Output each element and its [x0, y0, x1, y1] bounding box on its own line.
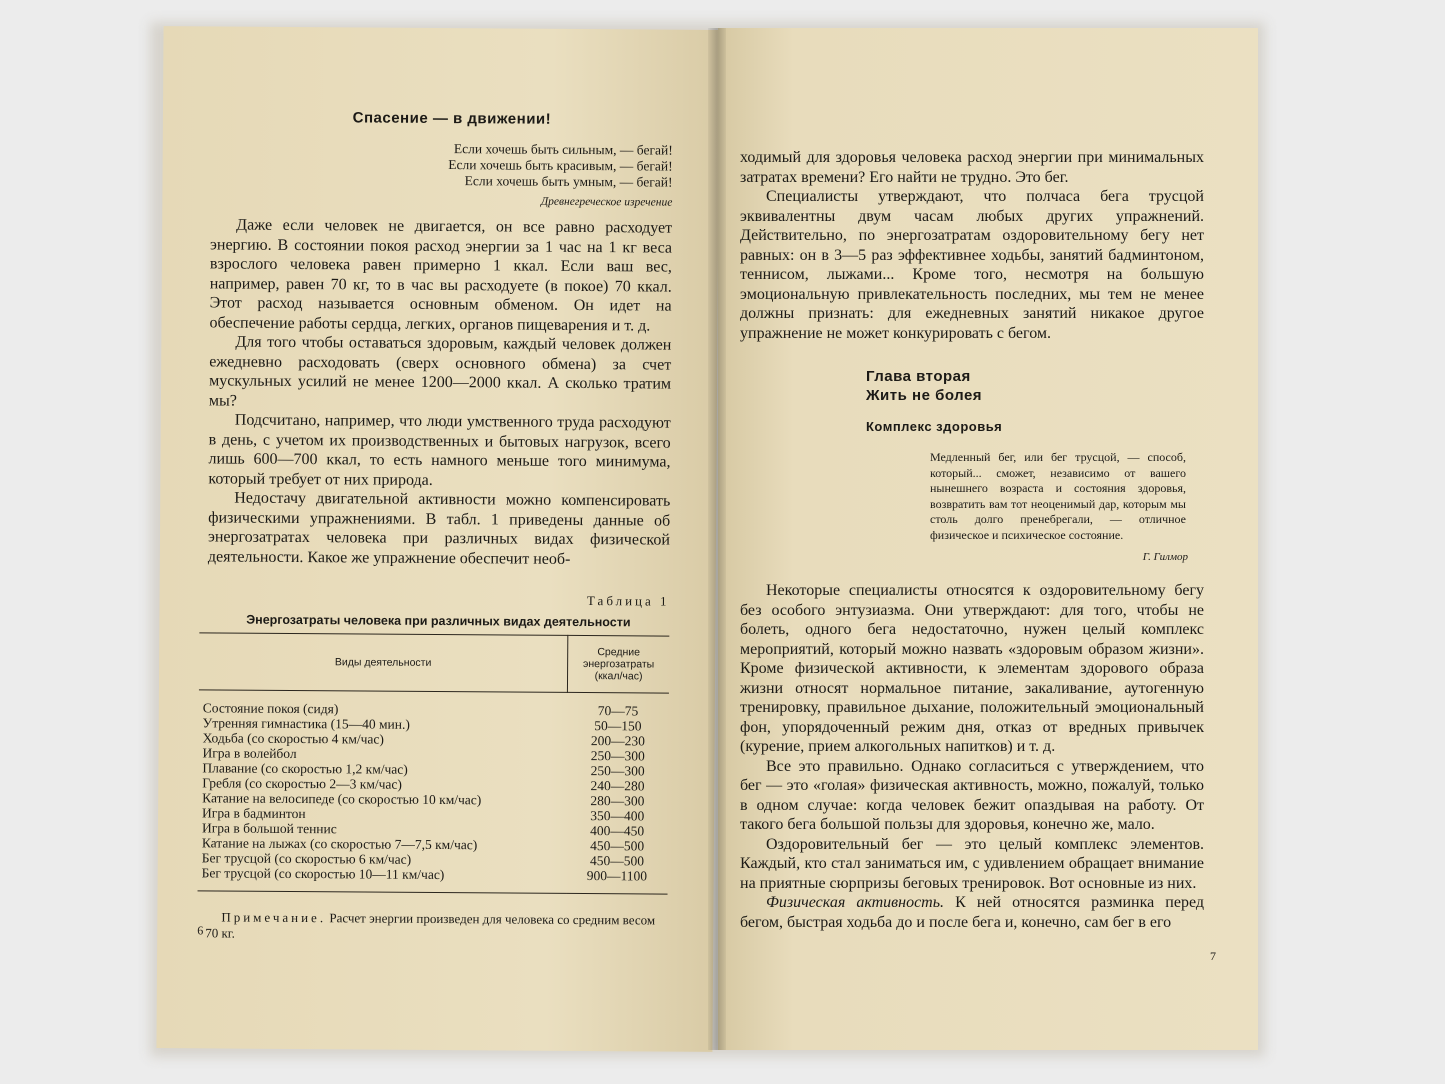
paragraph: Специалисты утверждают, что полчаса бега трусцой эквивалентны двум часам любых других упражнений. Действительно, по энергозатратам оздоровительному бегу нет равных: он в 3—5 раз эффективнее ходьбы, занятий бадминтоном, теннисом, лыжами... Кроме того, несмотря на большую эмоциональную привлекательность последних, мы тем не менее должны признать: для ежедневных занятий никакое другое упражнение не может конкурировать с бегом.	[740, 188, 1204, 342]
paragraph: Некоторые специалисты относятся к оздоровительному бегу без особого энтузиазма. Они утверждают: для того, чтобы не болеть, одного бега недостаточно, нужен целый комплекс мероприятий, который можно назвать «здоровым образом жизни». Кроме физической активности, к элементам здорового образа жизни относят нормальное питание, закаливание, аутогенную тренировку, правильное дыхание, положительный эмоциональный фон, упорядоченный режим дня, отказ от вредных привычек (курение, прием алкогольных напитков) и т. д.	[740, 582, 1204, 755]
paragraph-text: К ней относятся разминка перед бегом, быстрая ходьба до и после бега и, конечно, сам бег в его	[740, 894, 1204, 931]
page-number: 6	[197, 923, 204, 938]
table-header-energy: Средние энергозатраты (ккал/час)	[567, 635, 669, 693]
table-header-activity: Виды деятельности	[199, 633, 568, 693]
note-label: Примечание.	[221, 909, 327, 926]
activity-cell: Бег трусцой (со скоростью 10—11 км/час)	[198, 865, 567, 893]
energy-cell: 350—400	[590, 808, 645, 824]
energy-cell: 280—300	[590, 793, 645, 809]
activity-cell: Игра в бадминтон	[202, 805, 306, 822]
chapter-epigraph: Медленный бег, или бег трусцой, — способ, который... сможет, независимо от вашего нынешнего возраста и состояния здоровья, возвратить вам тот неоценимый дар, которым мы столь долго пренебрегали, — отличное физическое и психическое состояние.	[930, 450, 1186, 542]
table-title: Энергозатраты человека при различных видах деятельности	[246, 612, 631, 630]
epigraph-line: Если хочешь быть красивым, — бегай!	[448, 157, 673, 174]
chapter-heading	[866, 367, 1204, 405]
section-heading: Спасение — в движении!	[352, 109, 552, 128]
energy-cell: 400—450	[590, 823, 645, 839]
energy-table	[198, 632, 670, 894]
activity-cell: Утренняя гимнастика (15—40 мин.)	[202, 715, 410, 732]
book-gutter	[708, 28, 726, 1050]
activity-cell: Ходьба (со скоростью 4 км/час)	[202, 730, 384, 747]
activity-cell: Катание на велосипеде (со скоростью 10 км/час)	[202, 790, 482, 808]
note-text: Расчет энергии произведен для человека со средним весом 70 кг.	[205, 910, 656, 941]
activity-cell: Катание на лыжах (со скоростью 7—7,5 км/час)	[201, 835, 478, 853]
energy-cell: 200—230	[590, 733, 645, 749]
chapter-epigraph-attribution: Г. Гилмор	[1142, 551, 1188, 563]
table-row	[198, 865, 668, 894]
activity-cell: Бег трусцой (со скоростью 6 км/час)	[201, 850, 412, 867]
paragraph: ходимый для здоровья человека расход энергии при минимальных затратах времени? Его найти не трудно. Это бег.	[740, 149, 1204, 186]
left-page	[156, 26, 719, 1052]
paragraph: Все это правильно. Однако согласиться с утверждением, что бег — это «голая» физическая активность, можно, пожалуй, только в одном случае: когда человек бежит опаздывая на работу. От такого бега большой пользы для здоровья, конечно же, мало.	[740, 757, 1204, 833]
table-header-row	[199, 633, 669, 693]
epigraph	[210, 139, 672, 190]
table-note	[205, 909, 667, 944]
activity-cell: Гребля (со скоростью 2—3 км/час)	[202, 775, 402, 792]
subheading: Комплекс здоровья	[866, 419, 1003, 434]
paragraph: Для того чтобы оставаться здоровым, каждый человек должен ежедневно расходовать (сверх основного обмена) за счет мускульных усилий не менее 1200—2000 ккал. А сколько тратим мы?	[208, 333, 672, 410]
right-page-content	[740, 148, 1204, 932]
epigraph-attribution: Древнегреческое изречение	[540, 195, 673, 209]
right-page	[718, 28, 1258, 1050]
energy-cell: 240—280	[590, 778, 645, 794]
paragraph: Недостачу двигательной активности можно компенсировать физическими упражнениями. В табл. 1 приведены данные об энергозатратах человека при различных видах физической деятельности. Какое же упражнение обеспечит необ-	[207, 489, 671, 568]
energy-cell: 50—150	[594, 718, 642, 734]
chapter-title: Жить не болея	[866, 387, 983, 404]
energy-cell: 250—300	[590, 763, 645, 779]
energy-cell: 450—500	[590, 838, 645, 854]
activity-cell: Игра в большой теннис	[201, 820, 337, 837]
energy-cell: 900—1100	[566, 868, 668, 894]
energy-cell: 250—300	[590, 748, 645, 764]
page-number: 7	[1210, 949, 1216, 963]
paragraph: Подсчитано, например, что люди умственного труда расходуют в день, с учетом их производственных и бытовых нагрузок, всего лишь 600—700 ккал, то есть намного меньше того минимума, который требует от них природа.	[208, 411, 671, 489]
table-body	[198, 690, 669, 894]
paragraph: Даже если человек не двигается, он все равно расходует энергию. В состоянии покоя расход энергии за 1 час на 1 кг веса взрослого человека равен примерно 1 ккал. Если ваш вес, например, равен 70 кг, то в час вы расходуете (в покое) 70 ккал. Этот расход называется основным обменом. Он идет на обеспечение работы сердца, легких, органов пищеварения и т. д.	[209, 216, 673, 334]
activity-cell: Плавание (со скоростью 1,2 км/час)	[202, 760, 408, 777]
epigraph-line: Если хочешь быть сильным, — бегай!	[453, 141, 673, 158]
italic-term: Физическая активность.	[766, 894, 944, 911]
chapter-number: Глава вторая	[866, 368, 971, 385]
activity-cell: Состояние покоя (сидя)	[202, 700, 339, 717]
epigraph-line: Если хочешь быть умным, — бегай!	[464, 173, 673, 190]
paragraph	[740, 893, 1204, 932]
left-page-content	[201, 108, 673, 944]
activity-cell: Игра в волейбол	[202, 745, 297, 762]
table-label: Таблица 1	[586, 593, 670, 609]
open-book	[160, 28, 1255, 1050]
energy-cell: 70—75	[597, 703, 639, 719]
energy-cell: 450—500	[589, 853, 645, 869]
paragraph: Оздоровительный бег — это целый комплекс элементов. Каждый, кто стал заниматься им, с удивлением обращает внимание на приятные сюрпризы беговых тренировок. Вот основные из них.	[740, 835, 1204, 892]
